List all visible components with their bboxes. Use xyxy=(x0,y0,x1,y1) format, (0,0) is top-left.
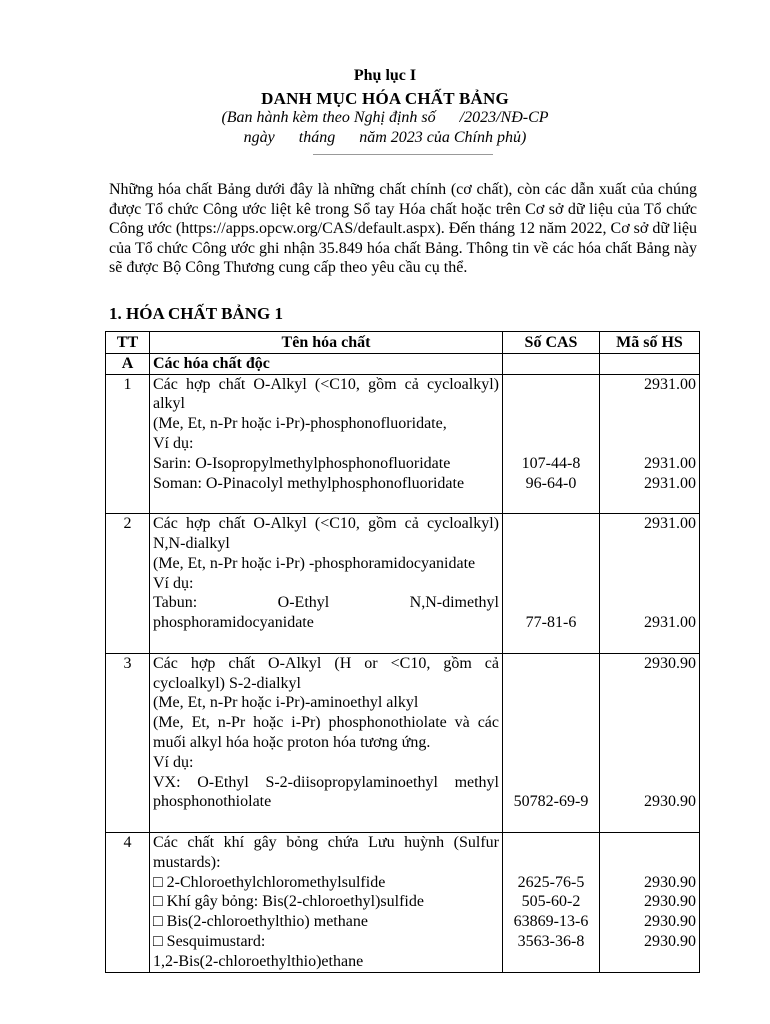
table-row xyxy=(106,514,700,654)
hs-line: 2930.90 xyxy=(644,793,696,811)
group-tt: A xyxy=(106,353,150,374)
name-line: Soman: O-Pinacolyl methylphosphonofluoridate xyxy=(153,474,465,492)
chemical-table xyxy=(105,331,700,973)
cas-line xyxy=(506,394,596,414)
cas-line xyxy=(506,693,596,713)
hs-line xyxy=(603,674,696,694)
cas-line xyxy=(506,773,596,793)
cas-line xyxy=(506,833,596,853)
cas-line: 505-60-2 xyxy=(521,893,581,911)
name-line: □ 2-Chloroethylchloromethylsulfide xyxy=(153,873,386,891)
cas-line xyxy=(506,574,596,594)
hs-line xyxy=(603,833,696,853)
cas-line xyxy=(506,534,596,554)
cas-line: 96-64-0 xyxy=(525,474,577,492)
table-header-row xyxy=(106,332,700,354)
name-line: (Me, Et, n-Pr hoặc i-Pr)-aminoethyl alkyl xyxy=(153,694,419,712)
name-line: (Me, Et, n-Pr hoặc i-Pr) -phosphoramidocyanidate xyxy=(153,554,476,572)
header-hs: Mã số HS xyxy=(600,332,700,354)
hs-line xyxy=(603,633,696,653)
cas-line xyxy=(506,952,596,972)
name-line: □ Sesquimustard: xyxy=(153,932,266,950)
name-line: Các chất khí gây bỏng chứa Lưu huỳnh (Sulfur mustards): xyxy=(153,833,499,871)
cas-line xyxy=(506,554,596,574)
row-hs xyxy=(600,514,700,654)
name-line: (Me, Et, n-Pr hoặc i-Pr)-phosphonofluoridate, xyxy=(153,415,447,433)
cas-line xyxy=(506,514,596,534)
group-name: Các hóa chất độc xyxy=(150,353,503,374)
appendix-label: Phụ lục I xyxy=(353,67,417,84)
header-cas: Số CAS xyxy=(503,332,600,354)
name-line: 1,2-Bis(2-chloroethylthio)ethane xyxy=(153,952,364,970)
group-row xyxy=(106,353,700,374)
name-line: Ví dụ: xyxy=(153,574,194,592)
cas-line: 2625-76-5 xyxy=(517,873,585,891)
row-hs xyxy=(600,832,700,972)
cas-line xyxy=(506,633,596,653)
cas-line xyxy=(506,812,596,832)
hs-line xyxy=(603,753,696,773)
cas-line: 3563-36-8 xyxy=(517,932,585,950)
table-row xyxy=(106,653,700,832)
hs-line xyxy=(603,574,696,594)
hs-line xyxy=(603,593,696,613)
header-divider xyxy=(313,154,493,155)
hs-line: 2931.00 xyxy=(644,454,696,472)
name-line: (Me, Et, n-Pr hoặc i-Pr) phosphonothiolate và các muối alkyl hóa hoặc proton hóa tương ứng. xyxy=(153,714,499,751)
hs-line xyxy=(603,554,696,574)
name-line: Ví dụ: xyxy=(153,434,194,452)
row-name xyxy=(150,374,503,514)
hs-line xyxy=(603,414,696,434)
cas-line xyxy=(506,733,596,753)
cas-line xyxy=(506,654,596,674)
hs-line xyxy=(603,534,696,554)
cas-line: 63869-13-6 xyxy=(513,913,589,931)
header-tt: TT xyxy=(106,332,150,354)
hs-line: 2930.90 xyxy=(644,893,696,911)
hs-line xyxy=(603,853,696,873)
hs-line xyxy=(603,773,696,793)
name-line: Ví dụ: xyxy=(153,753,194,771)
cas-line: 77-81-6 xyxy=(525,614,577,632)
row-tt: 1 xyxy=(106,374,150,514)
row-cas xyxy=(503,832,600,972)
hs-line: 2931.00 xyxy=(644,375,696,393)
cas-line xyxy=(506,753,596,773)
cas-line xyxy=(506,375,596,395)
row-name xyxy=(150,653,503,832)
row-name xyxy=(150,832,503,972)
hs-line xyxy=(603,493,696,513)
table-row xyxy=(106,832,700,972)
hs-line: 2931.00 xyxy=(644,614,696,632)
hs-line xyxy=(603,812,696,832)
hs-line xyxy=(603,713,696,733)
row-cas xyxy=(503,653,600,832)
name-line: Sarin: O-Isopropylmethylphosphonofluoridate xyxy=(153,454,451,472)
hs-line xyxy=(603,733,696,753)
header-name: Tên hóa chất xyxy=(150,332,503,354)
section-heading: 1. HÓA CHẤT BẢNG 1 xyxy=(109,304,283,323)
name-line: □ Bis(2-chloroethylthio) methane xyxy=(153,913,368,931)
table-row xyxy=(106,374,700,514)
hs-line: 2931.00 xyxy=(644,515,696,533)
cas-line xyxy=(506,853,596,873)
cas-line: 107-44-8 xyxy=(521,454,581,472)
row-tt: 3 xyxy=(106,653,150,832)
cas-line xyxy=(506,593,596,613)
row-tt: 2 xyxy=(106,514,150,654)
row-cas xyxy=(503,374,600,514)
hs-line xyxy=(603,693,696,713)
cas-line xyxy=(506,674,596,694)
row-hs xyxy=(600,374,700,514)
name-line: Các hợp chất O-Alkyl (H or <C10, gồm cả cycloalkyl) S-2-dialkyl xyxy=(153,654,499,692)
hs-line xyxy=(603,394,696,414)
intro-paragraph: Những hóa chất Bảng dưới đây là những chất chính (cơ chất), còn các dẫn xuất của chúng được Tổ chức Công ước liệt kê trong Sổ tay Hóa chất hoặc trên Cơ sở dữ liệu của Tổ chức Công ước (https://apps.opcw.org/CAS/default.aspx). Đến tháng 12 năm 2022, Cơ sở dữ liệu của Tổ chức Công ước ghi nhận 35.849 hóa chất Bảng. Thông tin về các hóa chất Bảng này sẽ được Bộ Công Thương cung cấp theo yêu cầu cụ thể. xyxy=(109,181,697,277)
hs-line: 2930.90 xyxy=(644,654,696,672)
name-line: Tabun: O-Ethyl N,N-dimethyl phosphoramidocyanidate xyxy=(153,594,499,632)
name-line: □ Khí gây bỏng: Bis(2-chloroethyl)sulfide xyxy=(153,893,424,911)
cas-line xyxy=(506,713,596,733)
issuance-note-line-1: (Ban hành kèm theo Nghị định số /2023/NĐ-CP xyxy=(221,109,549,126)
name-line: VX: O-Ethyl S-2-diisopropylaminoethyl methyl phosphonothiolate xyxy=(153,773,499,811)
group-hs xyxy=(600,353,700,374)
hs-line: 2930.90 xyxy=(644,873,696,891)
name-line: Các hợp chất O-Alkyl (<C10, gồm cả cycloalkyl) N,N-dialkyl xyxy=(153,515,499,552)
row-cas xyxy=(503,514,600,654)
hs-line xyxy=(603,952,696,972)
issuance-note-line-2: ngày tháng năm 2023 của Chính phủ) xyxy=(243,129,527,146)
hs-line xyxy=(603,434,696,454)
cas-line xyxy=(506,434,596,454)
name-line: Các hợp chất O-Alkyl (<C10, gồm cả cycloalkyl) alkyl xyxy=(153,375,499,413)
cas-line: 50782-69-9 xyxy=(513,793,589,811)
hs-line: 2931.00 xyxy=(644,474,696,492)
group-cas xyxy=(503,353,600,374)
cas-line xyxy=(506,493,596,513)
row-name xyxy=(150,514,503,654)
row-tt: 4 xyxy=(106,832,150,972)
row-hs xyxy=(600,653,700,832)
cas-line xyxy=(506,414,596,434)
document-title: DANH MỤC HÓA CHẤT BẢNG xyxy=(261,89,509,108)
hs-line: 2930.90 xyxy=(644,932,696,950)
hs-line: 2930.90 xyxy=(644,913,696,931)
